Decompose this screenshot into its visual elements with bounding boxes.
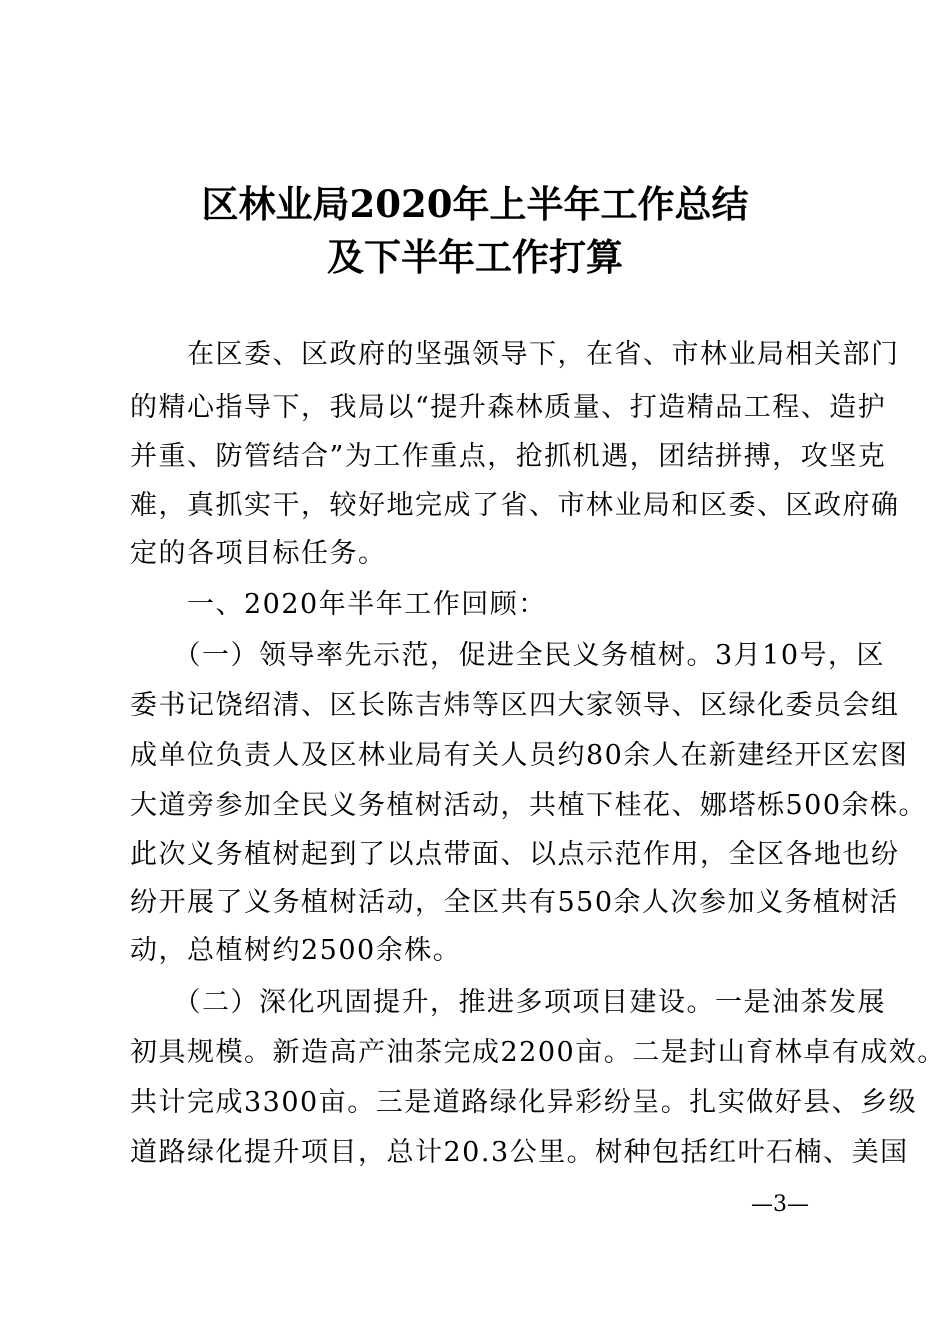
body-text-line: 在区委、区政府的坚强领导下，在省、市林业局相关部门 <box>130 339 900 370</box>
document-title-line-2: 及下半年工作打算 <box>327 235 623 279</box>
body-text-line: 此次义务植树起到了以点带面、以点示范作用，全区各地也纷 <box>130 839 900 870</box>
body-text-line: 的精心指导下，我局以“提升森林质量、打造精品工程、造护 <box>130 392 887 423</box>
body-text-line: 并重、防管结合”为工作重点，抢抓机遇，团结拼搏，攻坚克 <box>130 441 887 472</box>
body-text-line: （一）领导率先示范，促进全民义务植树。3月10号，区 <box>130 640 886 671</box>
page-number: —3— <box>751 1192 809 1217</box>
body-text-line: （二）深化巩固提升，推进多项项目建设。一是油茶发展 <box>130 987 886 1018</box>
body-text-line: 初具规模。新造高产油茶完成2200亩。二是封山育林卓有成效。 <box>130 1037 946 1068</box>
body-text-line: 大道旁参加全民义务植树活动，共植下桂花、娜塔栎500余株。 <box>130 790 928 821</box>
body-text-line: 定的各项目标任务。 <box>130 538 387 569</box>
body-text-line: 一、2020年半年工作回顾： <box>130 589 547 620</box>
body-text-line: 纷开展了义务植树活动，全区共有550余人次参加义务植树活 <box>130 887 899 918</box>
body-text-line: 委书记饶绍清、区长陈吉炜等区四大家领导、区绿化委员会组 <box>130 690 900 721</box>
body-text-line: 共计完成3300亩。三是道路绿化异彩纷呈。扎实做好县、乡级 <box>130 1087 918 1118</box>
body-text-line: 难，真抓实干，较好地完成了省、市林业局和区委、区政府确 <box>130 490 900 521</box>
body-text-line: 道路绿化提升项目，总计20.3公里。树种包括红叶石楠、美国 <box>130 1137 909 1168</box>
document-title-line-1: 区林业局2020年上半年工作总结 <box>201 182 749 226</box>
body-text-line: 成单位负责人及区林业局有关人员约80余人在新建经开区宏图 <box>130 740 909 771</box>
body-text-line: 动，总植树约2500余株。 <box>130 935 462 966</box>
